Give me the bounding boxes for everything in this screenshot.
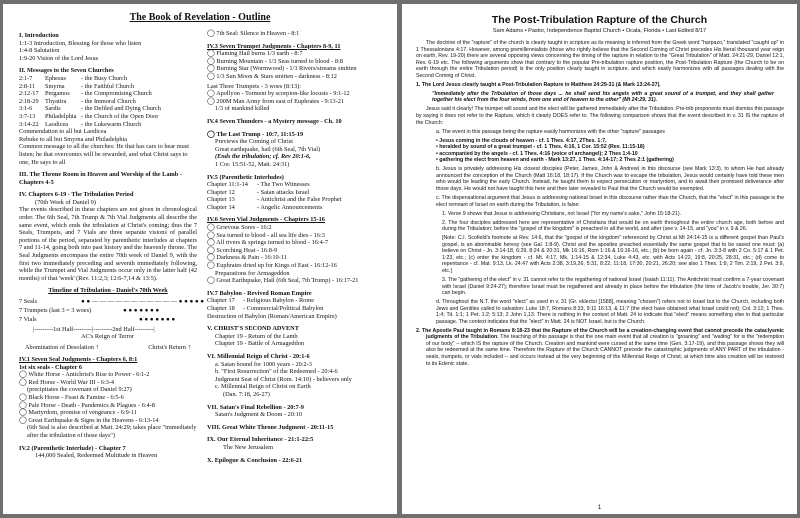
up-arrow-icon: ↑ xyxy=(95,343,99,351)
trumpet-item: ◯ 1/3 Sun Moon & Stars smitten - darkness - 8:12 xyxy=(207,71,337,80)
section-seven-churches xyxy=(19,67,197,166)
woe-item: ◯ Apollyon - Torment by scorpion-like locusts - 9:1-12 xyxy=(207,89,350,98)
timeline-halves: |---------1st Half---------|---------2nd Half---------| xyxy=(33,326,155,333)
section-subheading: 1st six seals - Chapter 6 xyxy=(19,363,83,371)
section-trumpet-judgments xyxy=(207,43,389,113)
point-b: b. Jesus is privately addressing His closest disciples (Peter, James, John & Andrew) in this discourse (see Mark 13:3), to whom He had already announced the conception of the Church (Matt 16:18, 18:17). If the Church was to escape the tribulation, Jesus would certainly have told these men who would be leading the early Church. Instead, he taught them to expect persecution or martyrdom, and to await their promised deliverance after those days. He would not have taught this here and then later revealed to Paul that the Church would be exempted. xyxy=(436,166,784,192)
outline-line: 1 Cor. 15:51-52, Matt. 24:31) xyxy=(215,160,290,168)
vial-item: ◯ Grievous Sores - 16:2 xyxy=(207,223,272,232)
point-2-paragraph: The teaching of this passage is that the one main event that all creation is "groaning" and "waiting" for is the "redemption of our body" -- which IS the rapture of the Church. Creation and mankind were cursed at the same time (Gen. 3:17-19), and this passage shows they will also be redeemed at the same time. Therefore the Rapture of the Church CANNOT precede the catastrophic judgments of ANY PART of the tribulation - seals, trumpets, or vials included -- and occurs instead at the very beginning of the Millennial Reign of Christ, at which time also creation will be restored to its Edenic state. xyxy=(426,334,784,367)
point-c2: 2. The four disciples addressed here are representative of Christians that would be on earth throughout the entire church age, both before and during the Tribulation; before the "gospel of the kingdom" is preached in all the world, and after (see v. 14-15, and "you" in v. 9 & 26. xyxy=(442,219,784,233)
outline-line: a. Satan bound for 1000 years - 20:2-3 xyxy=(215,360,312,368)
seal-item: ◯ Black Horse - Feast & Famine - 6:5-6 xyxy=(19,392,124,401)
outline-line: 1:9-20 Vision of the Lord Jesus xyxy=(19,54,99,62)
circle-bullet-icon: ◯ xyxy=(19,392,27,401)
section-throne-room xyxy=(19,171,197,186)
section-second-advent xyxy=(207,325,389,348)
section-heading: V. CHRIST'S SECOND ADVENT xyxy=(207,325,299,333)
outline-title: The Book of Revelation - Outline xyxy=(129,12,271,23)
vial-item: ◯ Scorching Heat - 16:8-9 xyxy=(207,245,278,254)
section-eternal-inheritance xyxy=(207,436,389,451)
section-heading: IV.7 Babylon - Revived Roman Empire xyxy=(207,289,312,297)
timeline-trumpet-marks: ●●●●●●● xyxy=(123,307,161,314)
vial-item: ◯ Euphrates dried up for Kings of East - 16:12-16 xyxy=(207,261,337,270)
outline-line: Common message to all the churches: He that has cars to hear must listen; he that overcomes will be rewarded, and what Christ says to one, He says to all xyxy=(19,143,189,166)
intro-paragraph: The doctrine of the "rapture" of the church is clearly taught in scripture as its meaning is inferred from the Greek word "harpazo," translated "caught up" in 1 Thessalonians 4:17. However, among premillennialists (those who rightly believe that the Second Coming of Christ precedes His literal thousand year reign on earth, Rev. 19-20) there are several opposing views concerning the timing of the rapture in relation to the "Great Tribulation" of Matt. 24:21-29, Daniel 12:1, Rev. 6-19 etc. The following arguments show that contrary to the popular Pre-tribulation rapture position, the Post-Tribulation Rapture (the Church to be on earth through the entire Tribulation period) is the only position clearly taught in scripture, and which easily harmonizes with all passages dealing with the Second Coming of Christ. xyxy=(416,40,784,79)
vial-item: ◯ All rivers & springs turned to blood - 16:4-7 xyxy=(207,238,329,247)
point-2-heading: 2. The Apostle Paul taught in Romans 8:18-23 that the Rapture of the Church will be a creation-changing event that cannot precede the cataclysmic judgments of the Tribulation. The teaching of this passage is that the one main event that all creation is "groaning" and "waiting" for is the "redemption of our body" -- which IS the rapture of the Church. Creation and mankind were cursed at the same time (Gen. 3:17-19), and this passage shows they will also be redeemed at the same time. Therefore the Rapture of the Church CANNOT precede the catastrophic judgments of ANY PART of the tribulation - seals, trumpets, or vials included -- and occurs instead at the very beginning of the Millennial Reign of Christ, at which time also creation will be restored to its Edenic state. xyxy=(416,327,784,367)
section-heading: III. The Throne Room in Heaven and Worship of the Lamb - Chapters 4-5 xyxy=(19,171,182,186)
circle-bullet-icon: ◯ xyxy=(207,230,215,239)
outline-line: Rebuke to all but Smyrna and Philadelphia xyxy=(19,135,128,143)
scofield-note: [Note: C.I. Scofield's footnote at Rev. 14:6, that the "gospel of the kingdom" referenced by Christ at Mt 24:14-15 is a different gospel than Paul's gospel, is an abominable heresy (see Gal. 1:8-9). Christ and the apostles preached essentially the same gospel that to be saved one must: (a) believe on Christ - Jn. 3:14-18, 6:29, 8:24 & 20:31, Mk 16:16, Rom 1:16 & 16:16-16, etc.; (b) be born again - cf. Jn. 3:3-8 with 2 Co. 5:17 & 1 Pet. 1:23, etc.; (c) enter the kingdom - cf. Mt. 4:17, Mk. 1:14-15 & 12:34, Luke 4:43, etc. with Acts 14:22, 19:8, 20:25, 28:31, etc.; (d) come to repentance - cf. Mat. 9:13, Lk. 24:47 with Acts 2:38, 3:19,26, 5:31, 8:22, 11:18, 17:30, 20:21, 26:20; see also 1 Thes. 1:9, 2 Tim. 2:19, 2 Pet. 3:9, etc.] xyxy=(442,235,784,274)
church-row: 2:18-29 Thyatira - the Immoral Church xyxy=(19,97,136,105)
section-introduction xyxy=(19,32,197,62)
section-seal-judgments xyxy=(19,356,197,440)
woe-item-note: 1/3 of mankind killed xyxy=(215,105,270,113)
church-row: 3:14-22 Laodicea - the Lukewarm Church xyxy=(19,120,142,128)
list-item: • heralded by sound of a great trumpet - cf. 1 Thes. 4:16, 1 Cor. 15:52 (Rev. 11:15-18) xyxy=(436,144,645,151)
outline-page xyxy=(3,4,397,514)
timeline-seals-marks: ●●———————————●●●●● xyxy=(81,298,206,305)
timeline-ac-reign: AC's Reign of Terror xyxy=(81,333,134,340)
circle-bullet-icon: ◯ xyxy=(207,29,215,37)
outline-line: b. "First Resurrection" of the Redeemed - 20:4-6 xyxy=(215,368,338,376)
vial-item: ◯ Sea turned to blood - all sea life dies - 16:3 xyxy=(207,230,325,239)
last-trump-heading: ◯ The Last Trump - 10:7, 11:15-19 xyxy=(207,129,304,138)
section-millennial-reign xyxy=(207,353,389,399)
outline-line: Commendation to all but Laodicea xyxy=(19,128,107,136)
outline-line: Great earthquake, hail (6th Seal, 7th Vial) xyxy=(215,145,321,153)
section-heading: IV.6 Seven Vial Judgments - Chapters 15-16 xyxy=(207,216,325,224)
circle-bullet-icon: ◯ xyxy=(19,377,27,386)
list-item: • Jesus coming in the clouds of heaven - cf. 1 Thes. 4:17, 2Thes. 1:7, xyxy=(436,137,607,144)
circle-bullet-icon: ◯ xyxy=(207,56,215,65)
up-arrow-icon: ↑ xyxy=(187,343,191,351)
seal-item: ◯ Martyrdom, promise of vengeance - 6:9-11 xyxy=(19,408,137,417)
babylon-row: Chapter 17 - Religious Babylon - Rome xyxy=(207,297,315,305)
section-heading: VIII. Great White Throne Judgment - 20:11-15 xyxy=(207,423,334,431)
outline-line: Chapter 19 - Battle of Armageddon xyxy=(215,340,305,348)
woe-item: ◯ 200M Man Army from east of Euphrates - 9:13-21 xyxy=(207,96,345,105)
section-last-trump xyxy=(207,131,389,169)
timeline-heading: Timeline of Tribulation - Daniel's 70th Week xyxy=(48,287,168,295)
outline-line: Judgment Seat of Christ (Rom. 14:10) - believers only xyxy=(215,375,352,383)
section-heading: IV.5 (Parenthetic Interludes) xyxy=(207,173,284,181)
outline-line: The New Jerusalem xyxy=(223,443,274,451)
article-title: The Post-Tribulation Rapture of the Church xyxy=(491,14,708,26)
circle-bullet-icon: ◯ xyxy=(207,276,215,285)
section-babylon xyxy=(207,290,389,320)
seal-note: (precipitates the covenant of Daniel 9:27) xyxy=(27,386,132,394)
outline-column-2 xyxy=(207,30,389,469)
interlude-row: Chapter 13 - Antichrist and the False Prophet xyxy=(207,196,342,204)
section-heading: IV.1 Seven Seal Judgments - Chapters 6, 8:1 xyxy=(19,356,138,363)
outline-line: c. Millennial Reign of Christ on Earth xyxy=(215,383,311,391)
point-c: c. The dispensational argument that Jesus is addressing national Israel in this discourse rather than the Church, that the "elect" in this passage is the elect remnant of Israel on earth during the Tribulation, is false: xyxy=(436,194,784,208)
circle-bullet-icon: ◯ xyxy=(19,415,27,424)
outline-line: Chapter 19 - Return of the Lamb xyxy=(215,332,298,340)
circle-bullet-icon: ◯ xyxy=(207,89,215,98)
section-interlude-7 xyxy=(19,445,197,460)
section-heading: IV.2 (Parenthetic Interlude) - Chapter 7 xyxy=(19,444,126,452)
interlude-row: Chapter 12 - Satan attacks Israel xyxy=(207,188,310,196)
seal-item: ◯ Great Earthquake & Signs in the Heavens - 6:13-14 xyxy=(19,415,159,424)
point-1-heading: 1. The Lord Jesus clearly taught a Post-Tribulation Rapture in Matthew 24:29-31 (& Mark 13:24-27). xyxy=(416,81,661,88)
seal-note: (6th Seal is also described at Matt. 24:29; takes place "immediately after the tribulation of those days") xyxy=(27,424,197,439)
page-number: 1 xyxy=(597,505,602,511)
church-row: 2:1-7 Ephesus - the Busy Church xyxy=(19,74,127,82)
circle-bullet-icon: ◯ xyxy=(207,261,215,270)
outline-line: Previews the Coming of Christ xyxy=(215,138,294,146)
outline-line: 1:4-8 Salutation xyxy=(19,47,60,55)
abomination-marker: Abomination of Desolation ↑ xyxy=(25,343,99,351)
point-d: d. Throughout the N.T. the word "elect" as used in v. 31 (Gr. eklectoi [1588], meaning "chosen") refers not to Israel but to the Church, including both Jews and Gentiles called to salvation: Luke 18:7, Romans 8:33, 9:11 16:13, & 11:7 (the elect have obtained what Israel could not); Col. 3:12; 1 Thes. 1:4; Tit. 1:1; 1 Pet. 1:2; 5:13; 2 John 1,13. There is nothing in the context of Matt. 24 to indicate that "elect" means something else in that particular passage. The context indicates that the "elect" in Matt. 24 is NOT Israel, but is the Church. xyxy=(436,299,784,325)
return-marker: Christ's Return ↑ xyxy=(148,343,191,351)
circle-bullet-icon: ◯ xyxy=(207,253,215,262)
section-tribulation xyxy=(19,191,197,282)
outline-line: Satan's Judgment & Doom - 20:10 xyxy=(215,411,303,419)
circle-bullet-icon: ◯ xyxy=(19,400,27,409)
section-heading: IX. Our Eternal Inheritance - 21:1-22:5 xyxy=(207,436,314,444)
section-heading: I. Introduction xyxy=(19,32,59,39)
seal-item: ◯ White Horse - Antichrist's Rise to Power - 6:1-2 xyxy=(19,370,150,379)
babylon-row: Chapter 18 - Commercial/Political Babylon xyxy=(207,305,324,312)
section-final-rebellion xyxy=(207,404,389,419)
circle-bullet-icon: ◯ xyxy=(19,408,27,417)
church-row: 3:7-13 Philadelphia - the Church of the Open Door xyxy=(19,112,159,120)
circle-bullet-icon: ◯ xyxy=(207,129,215,138)
timeline-seals-label: 7 Seals xyxy=(19,298,38,305)
babylon-row: Destruction of Babylon (Roman/American Empire) xyxy=(207,312,337,320)
section-vial-judgments xyxy=(207,216,389,284)
tribulation-paragraph: The events described in these chapters are not given in chronological order. The 6th Seal, 7th Trump & 7th Vial Judgments all describe the same event, which ends the tribulation at Christ's coming; thus the 7 Seals, Trumpets, and 7 Vials are three separate visions of parallel portions of the period, separated by parenthetic interludes at chapters 7 and 11-14, going both into past history and the heavenly throne. The Seal Judgments encompass the entire 70th week of Daniel 9, with the first two immediately preceding and seventh immediately following, while the Trumpet and Vial Judgments occur only in the latter half (42 months) of that 'week' (Rev. 11:2,3; 12:6-7,14 & 13:5). xyxy=(19,206,197,282)
article-body xyxy=(416,40,784,370)
trumpet-item: ◯ Burning Star (Wormwood) - 1/3 Rivers/streams smitten xyxy=(207,64,357,73)
circle-bullet-icon: ◯ xyxy=(207,64,215,73)
section-heading: IV. Chapters 6-19 - The Tribulation Period xyxy=(19,191,134,199)
point-c1: 1. Verse 9 shows that Jesus is addressing Christians, not Israel ("for my name's sake," John 15:18-21). xyxy=(442,210,682,217)
vial-item: ◯ Great Earthquake, Hail (6th Seal, 7th Trump) - 16:17-21 xyxy=(207,276,359,285)
seal-item: ◯ Red Horse - World War III - 6:3-4 xyxy=(19,377,115,386)
article-byline: Sam Adams • Pastor, Independence Baptist Church • Ocala, Florida • Last Edited 8/17 xyxy=(492,28,707,34)
seal-item: ◯ Pale Horse - Death - Pandemics & Plagues - 6:4-8 xyxy=(19,400,155,409)
trumpet-item: ◯ Burning Mountain - 1/3 Seas turned to blood - 8:8 xyxy=(207,56,343,65)
point-a: a. The event in this passage being the rapture easily harmonizes with the other "rapture" passages xyxy=(436,128,665,135)
outline-column-1 xyxy=(19,30,206,465)
section-parenthetic-interludes xyxy=(207,174,389,212)
section-heading: VI. Millennial Reign of Christ - 20:1-6 xyxy=(207,352,310,360)
woes-label: Last Three Trumpets - 3 woes (8:13): xyxy=(207,82,301,90)
church-row: 2:12-17 Pergamos - the Compromising Church xyxy=(19,90,152,98)
section-seven-thunders xyxy=(207,118,389,126)
circle-bullet-icon: ◯ xyxy=(207,96,215,105)
circle-bullet-icon: ◯ xyxy=(207,238,215,247)
vial-item-note: Preparations for Armageddon xyxy=(215,269,290,277)
church-row: 3:1-6 Sardis - the Defiled and Dying Church xyxy=(19,105,161,113)
seventh-seal: ◯ 7th Seal: Silence in Heaven - 8:1 xyxy=(207,29,300,37)
timeline-graphic xyxy=(19,298,206,354)
circle-bullet-icon: ◯ xyxy=(207,245,215,254)
interlude-row: Chapter 11:1-14 - The Two Witnesses xyxy=(207,181,310,189)
outline-line: 144,000 Sealed, Redeemed Multitude in Heaven xyxy=(35,452,158,460)
outline-line: (Ends the tribulation; cf. Rev 20:1-6, xyxy=(215,153,311,161)
section-heading: VII. Satan's Final Rebellion - 20:7-9 xyxy=(207,403,304,411)
timeline xyxy=(19,287,206,354)
church-row: 2:8-11 Smyrna - the Faithful Church xyxy=(19,82,134,90)
section-white-throne xyxy=(207,424,389,432)
circle-bullet-icon: ◯ xyxy=(207,49,215,58)
section-epilogue xyxy=(207,457,389,465)
interlude-row: Chapter 14 - Angelic Announcements xyxy=(207,203,323,211)
list-item: • accompanied by the angels - cf. 1 Thes. 4:16 (voice of archangel); 2 Thes 1:4-10 xyxy=(436,150,638,157)
circle-bullet-icon: ◯ xyxy=(19,370,27,379)
list-item: • gathering the elect from heaven and earth - Mark 13:27, 1 Thes. 4:14-17; 2 Thes 2:1 (gathering) xyxy=(436,157,674,164)
timeline-vial-marks: ●●●●●●● xyxy=(139,316,177,323)
outline-line: (Dan. 7:18, 26-27) xyxy=(223,390,270,398)
section-heading: II. Messages to the Seven Churches xyxy=(19,67,114,75)
section-heading: IV.3 Seven Trumpet Judgments - Chapters 8-9, 11 xyxy=(207,42,341,50)
circle-bullet-icon: ◯ xyxy=(207,223,215,232)
outline-line: 1:1-3 Introduction, Blessing for those who listen xyxy=(19,39,142,47)
point-c3: 3. The "gathering of the elect" in v. 31 cannot refer to the regathering of national Israel (Isaiah 11:11). The Antichrist must confirm a 7-year covenant with Israel (Daniel 9:24-27); therefore Israel must be regathered and already in place before the tribulation (the time of Jacob's trouble, Jer. 30:7) can begin. xyxy=(442,277,784,297)
section-subheading: (70th Week of Daniel 9) xyxy=(35,198,96,206)
vial-item: ◯ Darkness & Pain - 16:10-11 xyxy=(207,253,287,262)
paragraph: Jesus said it clearly! The trumpet will sound and the elect will be gathered immediately after the Tribulation. Pre-trib proponents must dismiss this passage by saying it does not refer to the Rapture, which it clearly DOES refer to. The following comparison shows that the event described in v. 31 IS the rapture of the Church: xyxy=(416,106,784,126)
timeline-trumpets-label: 7 Trumpets (last 3 = 3 woes) xyxy=(19,307,92,314)
rapture-article-page xyxy=(402,4,797,514)
section-heading: IV.4 Seven Thunders - a Mystery message - Ch. 10 xyxy=(207,117,342,125)
timeline-vials-label: 7 Vials xyxy=(19,316,37,323)
section-heading: X. Epilogue & Conclusion - 22:6-21 xyxy=(207,456,303,464)
scripture-quote: "Immediately after the Tribulation of those days ... he shall send his angels with a great sound of a trumpet, and they shall gather together his elect from the four winds, from one end of heaven to the other" (Mt 24:29, 31). xyxy=(432,90,774,104)
trumpet-item: ◯ Flaming Hail burns 1/3 earth - 8:7 xyxy=(207,49,303,58)
circle-bullet-icon: ◯ xyxy=(207,71,215,80)
